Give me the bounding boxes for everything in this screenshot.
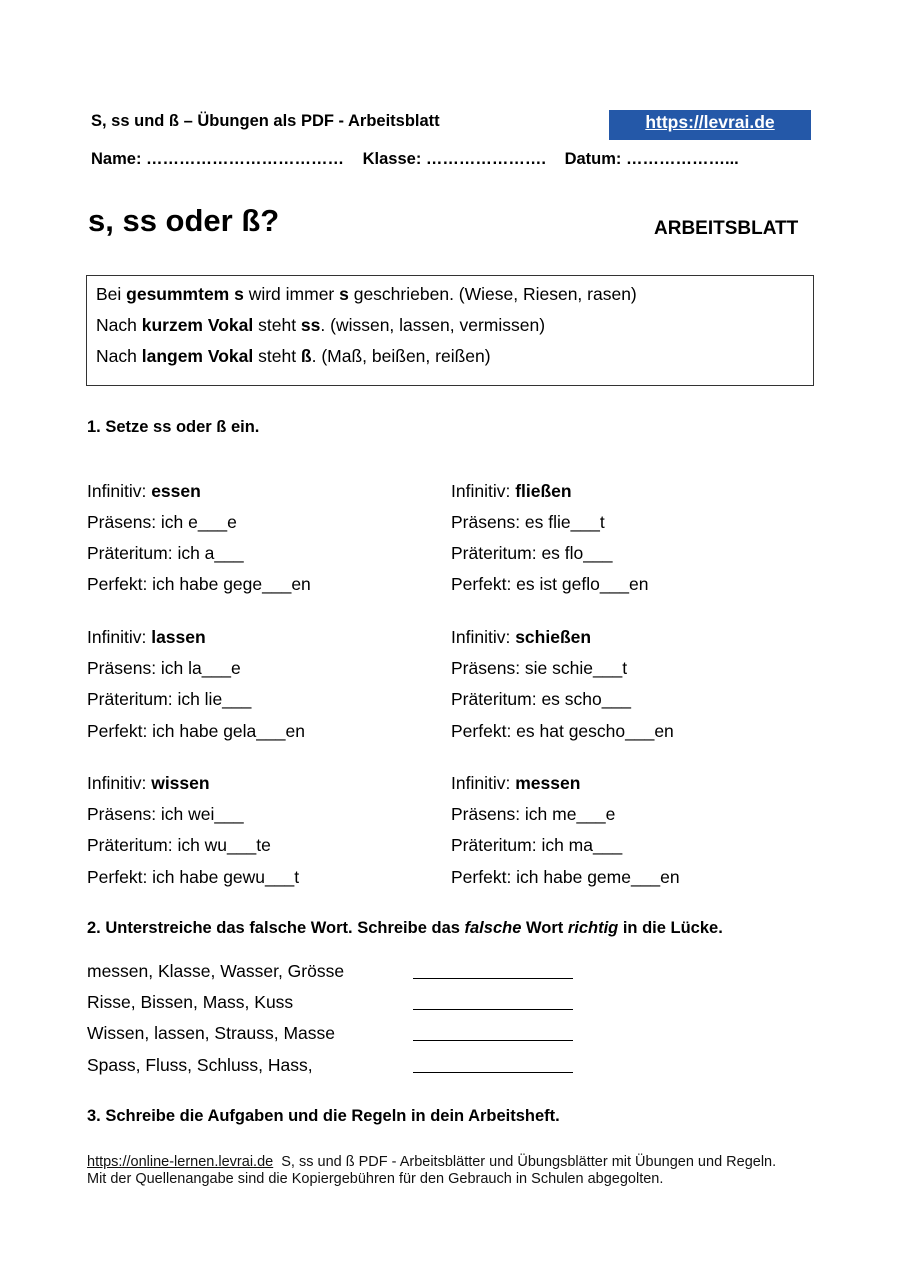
exercise-line[interactable]: Perfekt: es ist geflo___en bbox=[451, 574, 649, 594]
footer-line-2: Mit der Quellenangabe sind die Kopiergebühren für den Gebrauch in Schulen abgegolten. bbox=[87, 1171, 664, 1187]
task-1-title: 1. Setze ss oder ß ein. bbox=[87, 418, 260, 436]
exercise-line[interactable]: Perfekt: ich habe gewu___t bbox=[87, 867, 300, 887]
exercise-line[interactable]: Präteritum: ich a___ bbox=[87, 543, 244, 563]
answer-blank[interactable] bbox=[413, 995, 573, 1015]
rules-box bbox=[86, 275, 814, 386]
exercise-line[interactable]: Perfekt: ich habe gela___en bbox=[87, 721, 305, 741]
name-field[interactable]: Name: ……………………………… bbox=[91, 150, 345, 168]
date-field[interactable]: Datum: ………………... bbox=[564, 150, 739, 168]
worksheet-header-title: S, ss und ß – Übungen als PDF - Arbeitsblatt bbox=[91, 112, 440, 130]
exercise-line[interactable]: Präsens: ich me___e bbox=[451, 804, 616, 824]
answer-blank[interactable] bbox=[413, 1058, 573, 1078]
infinitive-line: Infinitiv: lassen bbox=[87, 627, 206, 647]
word-list-item: messen, Klasse, Wasser, Grösse bbox=[87, 961, 345, 981]
student-fields bbox=[91, 150, 753, 169]
exercise-line[interactable]: Präteritum: ich ma___ bbox=[451, 835, 623, 855]
sheet-label: ARBEITSBLATT bbox=[654, 218, 799, 239]
rule-line: Nach kurzem Vokal steht ss. (wissen, lassen, vermissen) bbox=[96, 315, 546, 335]
rule-line: Bei gesummtem s wird immer s geschrieben. (Wiese, Riesen, rasen) bbox=[96, 284, 637, 304]
answer-blank[interactable] bbox=[413, 964, 573, 984]
exercise-line[interactable]: Präteritum: es flo___ bbox=[451, 543, 613, 563]
exercise-line[interactable]: Präteritum: ich lie___ bbox=[87, 689, 252, 709]
exercise-line[interactable]: Präsens: ich la___e bbox=[87, 658, 241, 678]
footer-link[interactable]: https://online-lernen.levrai.de bbox=[87, 1154, 274, 1170]
footer-line-1: https://online-lernen.levrai.de S, ss und ß PDF - Arbeitsblätter und Übungsblätter mit Übungen und Regeln. bbox=[87, 1154, 777, 1170]
exercise-line[interactable]: Präteritum: ich wu___te bbox=[87, 835, 271, 855]
exercise-line[interactable]: Präsens: ich e___e bbox=[87, 512, 237, 532]
infinitive-line: Infinitiv: wissen bbox=[87, 773, 210, 793]
exercise-line[interactable]: Präteritum: es scho___ bbox=[451, 689, 631, 709]
exercise-line[interactable]: Perfekt: es hat gescho___en bbox=[451, 721, 674, 741]
rule-line: Nach langem Vokal steht ß. (Maß, beißen, reißen) bbox=[96, 346, 491, 366]
infinitive-line: Infinitiv: schießen bbox=[451, 627, 592, 647]
infinitive-line: Infinitiv: fließen bbox=[451, 481, 572, 501]
exercise-line[interactable]: Präsens: es flie___t bbox=[451, 512, 605, 532]
exercise-line[interactable]: Perfekt: ich habe geme___en bbox=[451, 867, 680, 887]
word-list-item: Spass, Fluss, Schluss, Hass, bbox=[87, 1055, 313, 1075]
infinitive-line: Infinitiv: messen bbox=[451, 773, 581, 793]
exercise-line[interactable]: Präsens: sie schie___t bbox=[451, 658, 628, 678]
class-field[interactable]: Klasse: …………………. bbox=[362, 150, 546, 168]
exercise-line[interactable]: Perfekt: ich habe gege___en bbox=[87, 574, 311, 594]
task-2-title: 2. Unterstreiche das falsche Wort. Schreibe das falsche Wort richtig in die Lücke. bbox=[87, 919, 723, 937]
exercise-line[interactable]: Präsens: ich wei___ bbox=[87, 804, 244, 824]
word-list-item: Risse, Bissen, Mass, Kuss bbox=[87, 992, 294, 1012]
word-list-item: Wissen, lassen, Strauss, Masse bbox=[87, 1023, 335, 1043]
page-title: s, ss oder ß? bbox=[88, 203, 280, 238]
answer-blank[interactable] bbox=[413, 1026, 573, 1046]
infinitive-line: Infinitiv: essen bbox=[87, 481, 201, 501]
task-3-title: 3. Schreibe die Aufgaben und die Regeln in dein Arbeitsheft. bbox=[87, 1107, 560, 1125]
site-link[interactable]: https://levrai.de bbox=[609, 110, 811, 140]
